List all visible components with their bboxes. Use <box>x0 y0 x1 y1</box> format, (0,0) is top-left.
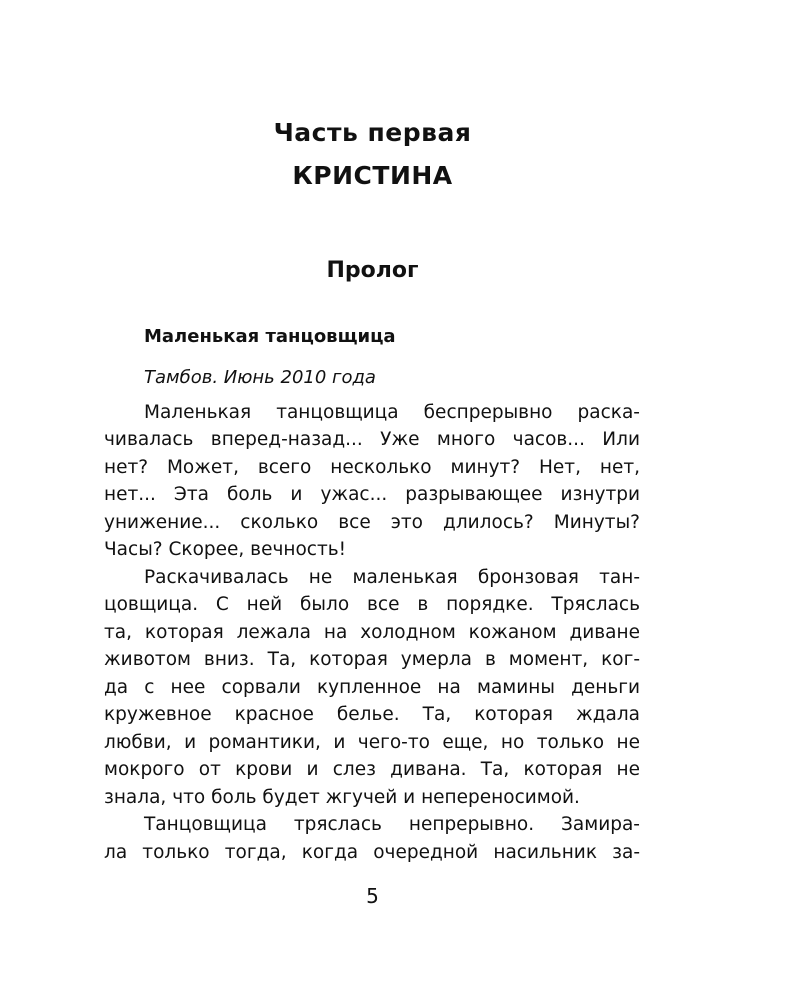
text-line: любви, и романтики, и чего-то еще, но только не <box>104 732 640 753</box>
part-name: КРИСТИНА <box>292 161 453 190</box>
text-line: унижение... сколько все это длилось? Минуты? <box>104 512 640 533</box>
text-line: Раскачивалась не маленькая бронзовая тан- <box>144 567 640 588</box>
text-line: нет... Эта боль и ужас... разрывающее изнутри <box>104 484 640 505</box>
text-line: та, которая лежала на холодном кожаном диване <box>104 622 640 643</box>
chapter-title: Пролог <box>326 258 419 283</box>
text-line: животом вниз. Та, которая умерла в момент, ког- <box>104 649 640 670</box>
text-line: мокрого от крови и слез дивана. Та, которая не <box>104 759 640 780</box>
text-line: нет? Может, всего несколько минут? Нет, нет, <box>104 457 640 478</box>
text-line: знала, что боль будет жгучей и непереносимой. <box>104 787 580 808</box>
text-line: Часы? Скорее, вечность! <box>104 539 347 560</box>
place-date: Тамбов. Июнь 2010 года <box>144 367 376 388</box>
text-line: Маленькая танцовщица беспрерывно раска- <box>144 402 640 423</box>
page-number: 5 <box>366 884 379 908</box>
text-line: Танцовщица тряслась непрерывно. Замира- <box>144 814 640 835</box>
text-line: кружевное красное белье. Та, которая ждала <box>104 704 640 725</box>
section-title: Маленькая танцовщица <box>144 326 396 347</box>
text-line: цовщица. С ней было все в порядке. Тряслась <box>104 594 640 615</box>
text-line: да с нее сорвали купленное на мамины деньги <box>104 677 640 698</box>
part-label: Часть первая <box>273 118 472 147</box>
text-line: ла только тогда, когда очередной насильник за- <box>104 842 640 863</box>
text-line: чивалась вперед-назад... Уже много часов... Или <box>104 429 640 450</box>
